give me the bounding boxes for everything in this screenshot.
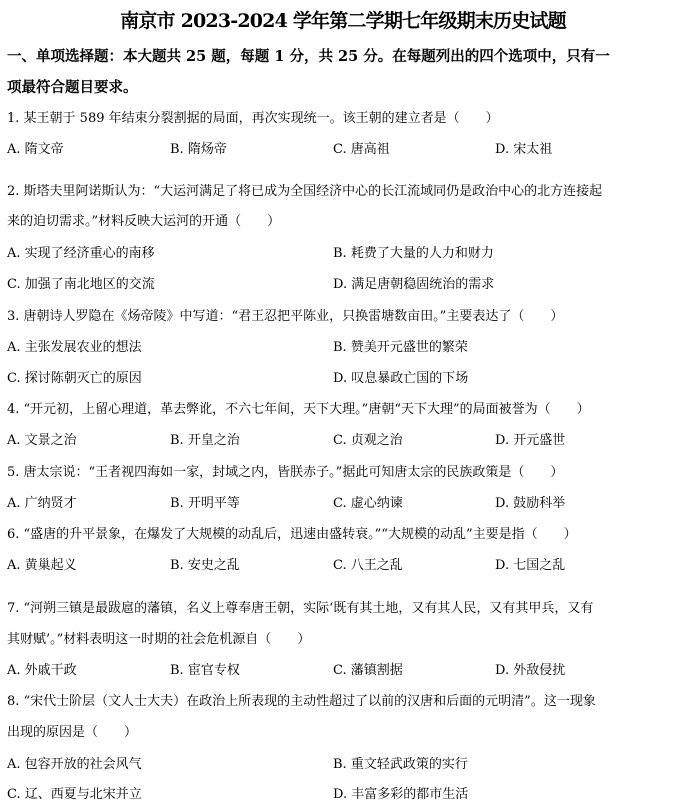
q7-option-a: A. 外戚干政 — [7, 663, 77, 678]
q5-option-a: A. 广纳贤才 — [7, 496, 77, 511]
q8-option-b: B. 重文轻武政策的实行 — [333, 757, 468, 772]
q5-option-c: C. 虚心纳谏 — [333, 496, 403, 511]
page-title: 南京市 2023-2024 学年第二学期七年级期末历史试题 — [120, 10, 566, 32]
q6-option-c: C. 八王之乱 — [333, 558, 403, 573]
q3-option-d: D. 叹息暴政亡国的下场 — [333, 371, 469, 386]
question-8-stem-line-1: 8. “宋代士阶层（文人士大夫）在政治上所表现的主动性超过了以前的汉唐和后面的元明清”。这一现象 — [7, 694, 596, 709]
question-7-stem-line-1: 7. “河朔三镇是最跋扈的藩镇，名义上尊奉唐王朝，实际‘既有其土地，又有其人民，又有其甲兵，又有 — [7, 601, 594, 616]
q5-option-d: D. 鼓励科举 — [495, 496, 566, 511]
question-8-stem-line-2: 出现的原因是（ ） — [7, 725, 138, 740]
q7-option-c: C. 藩镇割据 — [333, 663, 403, 678]
question-1-stem: 1. 某王朝于 589 年结束分裂割据的局面，再次实现统一。该王朝的建立者是（ ） — [7, 111, 499, 126]
q7-option-d: D. 外敌侵扰 — [495, 663, 566, 678]
q1-option-c: C. 唐高祖 — [333, 142, 390, 157]
q8-option-c: C. 辽、西夏与北宋并立 — [7, 787, 142, 802]
q2-option-a: A. 实现了经济重心的南移 — [7, 246, 155, 261]
q5-option-b: B. 开明平等 — [170, 496, 240, 511]
question-7-stem-line-2: 其财赋’。”材料表明这一时期的社会危机源自（ ） — [7, 632, 311, 647]
q2-option-c: C. 加强了南北地区的交流 — [7, 277, 155, 292]
q8-option-a: A. 包容开放的社会风气 — [7, 757, 142, 772]
q7-option-b: B. 宦官专权 — [170, 663, 240, 678]
question-5-stem: 5. 唐太宗说：“王者视四海如一家，封域之内，皆朕赤子。”据此可知唐太宗的民族政策是（ ） — [7, 465, 564, 480]
q1-option-d: D. 宋太祖 — [495, 142, 553, 157]
q1-option-a: A. 隋文帝 — [7, 142, 64, 157]
q3-option-a: A. 主张发展农业的想法 — [7, 340, 142, 355]
q4-option-c: C. 贞观之治 — [333, 433, 403, 448]
q4-option-a: A. 文景之治 — [7, 433, 77, 448]
question-4-stem: 4. “开元初，上留心理道，革去弊讹，不六七年间，天下大理。”唐朝“天下大理”的局面被誉为（ ） — [7, 402, 590, 417]
q4-option-b: B. 开皇之治 — [170, 433, 240, 448]
section-heading-line-1: 一、单项选择题：本大题共 25 题，每题 1 分，共 25 分。在每题列出的四个选项中，只有一 — [7, 48, 610, 65]
q2-option-b: B. 耗费了大量的人力和财力 — [333, 246, 494, 261]
question-3-stem: 3. 唐朝诗人罗隐在《炀帝陵》中写道：“君王忍把平陈业，只换雷塘数亩田。”主要表达了（ ） — [7, 309, 564, 324]
section-heading-line-2: 项最符合题目要求。 — [7, 79, 138, 96]
question-2-stem-line-2: 来的迫切需求。”材料反映大运河的开通（ ） — [7, 214, 281, 229]
question-6-stem: 6. “盛唐的升平景象，在爆发了大规模的动乱后，迅速由盛转衰。”“大规模的动乱”主要是指（ ） — [7, 527, 577, 542]
question-2-stem-line-1: 2. 斯塔夫里阿诺斯认为：“大运河满足了将已成为全国经济中心的长江流域同仍是政治中心的北方连接起 — [7, 184, 603, 199]
q4-option-d: D. 开元盛世 — [495, 433, 566, 448]
q1-option-b: B. 隋炀帝 — [170, 142, 227, 157]
q6-option-a: A. 黄巢起义 — [7, 558, 77, 573]
q6-option-d: D. 七国之乱 — [495, 558, 566, 573]
q3-option-b: B. 赞美开元盛世的繁荣 — [333, 340, 468, 355]
q6-option-b: B. 安史之乱 — [170, 558, 240, 573]
q3-option-c: C. 探讨陈朝灭亡的原因 — [7, 371, 142, 386]
q8-option-d: D. 丰富多彩的都市生活 — [333, 787, 469, 802]
q2-option-d: D. 满足唐朝稳固统治的需求 — [333, 277, 495, 292]
